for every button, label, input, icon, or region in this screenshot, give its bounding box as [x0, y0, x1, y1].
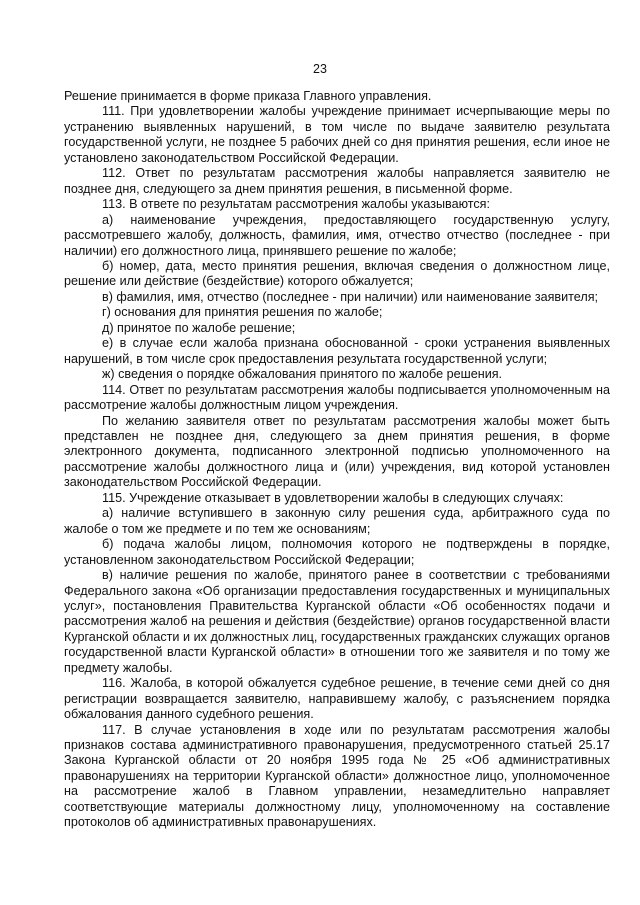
list-item-115-v: в) наличие решения по жалобе, принятого ранее в соответствии с требованиями Федерального закона «Об организации предоставления государственных и муниципальных услуг», постановления Правительства Курганской области «Об особенностях подачи и рассмотрения жалоб на решения и действия (бездействие) органов государственной власти Курганской области и их должностных лиц, государственных гражданских служащих органов государственной власти Курганской области» в отношении того же заявителя и по тому же предмету жалобы. — [64, 568, 610, 675]
list-item-113-g: г) основания для принятия решения по жалобе; — [102, 305, 383, 320]
list-item-115-b: б) подача жалобы лицом, полномочия которого не подтверждены в порядке, установленном законодательством Российской Федерации; — [64, 537, 610, 567]
list-item-113-a: а) наименование учреждения, предоставляющего государственную услугу, рассмотревшего жалобу, должность, фамилия, имя, отчество отчество (последнее - при наличии) его должностного лица, принявшего решение по жалобе; — [64, 212, 610, 258]
page-number: 23 — [313, 62, 327, 76]
paragraph-115: 115. Учреждение отказывает в удовлетворении жалобы в следующих случаях: — [102, 490, 564, 505]
list-item-115-a: а) наличие вступившего в законную силу решения суда, арбитражного суда по жалобе о том же предмете и по тем же основаниям; — [64, 506, 610, 536]
paragraph-111: 111. При удовлетворении жалобы учреждение принимает исчерпывающие меры по устранению выявленных нарушений, в том числе по выдаче заявителю результата государственной услуги, не позднее 5 рабочих дней со дня принятия решения, если иное не установлено законодательством Российской Федерации. — [64, 104, 610, 165]
paragraph-113: 113. В ответе по результатам рассмотрения жалобы указываются: — [102, 197, 490, 212]
paragraph-decision-form: Решение принимается в форме приказа Главного управления. — [64, 89, 432, 103]
paragraph-112: 112. Ответ по результатам рассмотрения жалобы направляется заявителю не позднее дня, следующего за днем принятия решения, в письменной форме. — [64, 166, 610, 196]
paragraph-114-electronic: По желанию заявителя ответ по результатам рассмотрения жалобы может быть представлен не позднее дня, следующего за днем принятия решения, в форме электронного документа, подписанного электронной подписью уполномоченного на рассмотрение жалобы должностного лица и (или) учреждения, вид которой установлен законодательством Российской Федерации. — [64, 413, 610, 490]
paragraph-117: 117. В случае установления в ходе или по результатам рассмотрения жалобы признаков состава административного правонарушения, предусмотренного статьей 25.17 Закона Курганской области от 20 ноября 1995 года № 25 «Об административных правонарушениях на территории Курганской области» должностное лицо, уполномоченное на рассмотрение жалоб в Главном управлении, незамедлительно направляет соответствующие материалы должностному лицу, уполномоченному на составление протоколов об административных правонарушениях. — [64, 722, 610, 830]
list-item-113-d: д) принятое по жалобе решение; — [102, 320, 296, 335]
list-item-113-e: е) в случае если жалоба признана обоснованной - сроки устранения выявленных нарушений, в том числе срок предоставления результата государственной услуги; — [64, 336, 610, 366]
list-item-113-v: в) фамилия, имя, отчество (последнее - при наличии) или наименование заявителя; — [102, 289, 599, 304]
paragraph-116: 116. Жалоба, в которой обжалуется судебное решение, в течение семи дней со дня регистрации возвращается заявителю, направившему жалобу, с разъяснением порядка обжалования данного судебного решения. — [64, 676, 610, 722]
paragraph-114: 114. Ответ по результатам рассмотрения жалобы подписывается уполномоченным на рассмотрение жалобы должностным лицом учреждения. — [64, 382, 610, 413]
list-item-113-b: б) номер, дата, место принятия решения, включая сведения о должностном лице, решение или действие (бездействие) которого обжалуется; — [64, 258, 610, 289]
list-item-113-zh: ж) сведения о порядке обжалования принятого по жалобе решения. — [102, 367, 503, 382]
document-body — [64, 89, 610, 831]
